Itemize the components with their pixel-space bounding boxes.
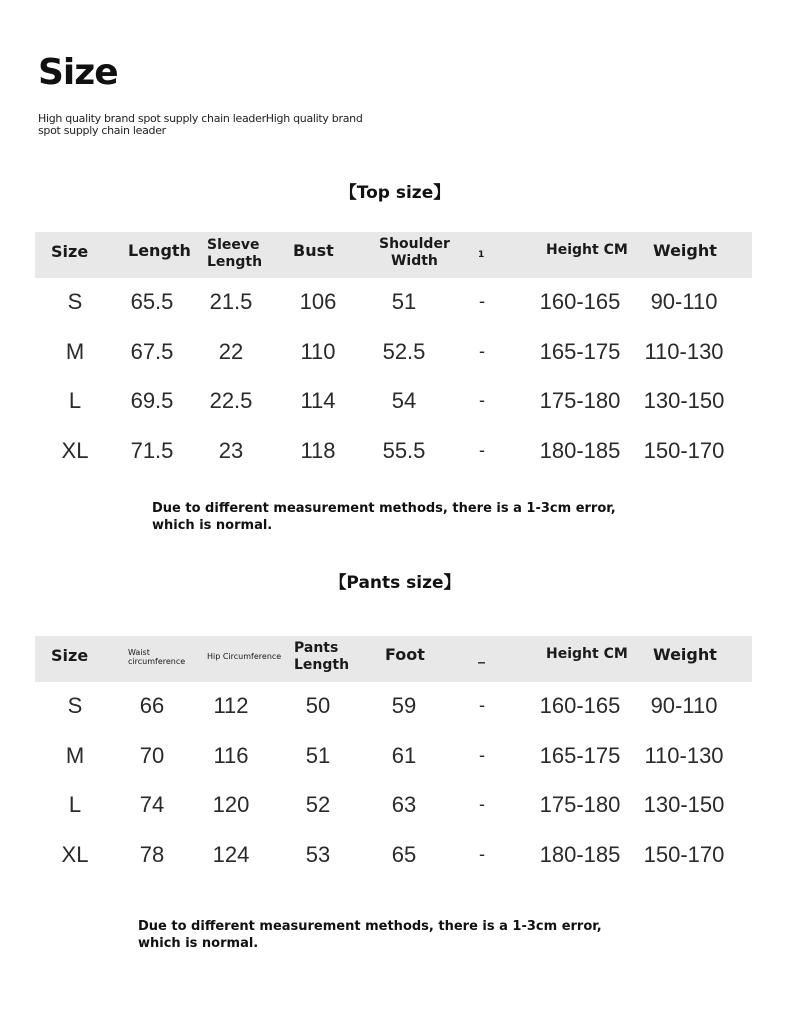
cell-weight: 110-130	[644, 338, 724, 364]
cell-c1: 78	[139, 841, 165, 867]
cell-height: 175-180	[539, 388, 621, 413]
header-shoulder-line2: Width	[390, 253, 438, 269]
header-sleeve-line1: Sleeve	[207, 237, 260, 253]
header-height: Height CM	[546, 242, 628, 258]
header-sleeve-line2: Length	[207, 254, 263, 270]
cell-weight: 150-170	[643, 437, 725, 463]
cell-c2: 22.5	[209, 388, 253, 413]
top-size-title: 【Top size】	[339, 183, 451, 203]
cell-c4: 61	[391, 742, 417, 768]
cell-dash: -	[479, 794, 485, 814]
header-extra: _	[478, 648, 485, 664]
cell-weight: 90-110	[650, 289, 718, 314]
cell-size: L	[68, 388, 82, 413]
pants-note: Due to different measurement methods, there is a 1-3cm error, which is normal.	[138, 919, 602, 951]
cell-c4: 51	[391, 289, 417, 314]
cell-c1: 74	[139, 792, 165, 817]
cell-height: 160-165	[539, 693, 621, 718]
cell-height: 165-175	[539, 338, 621, 364]
cell-c2: 120	[212, 792, 250, 817]
header-waist-circumference	[128, 648, 185, 666]
cell-c2: 112	[213, 693, 249, 718]
cell-height: 180-185	[539, 841, 621, 867]
header-weight: Weight	[653, 241, 717, 260]
cell-c2: 21.5	[209, 289, 253, 314]
cell-dash: -	[479, 291, 485, 311]
cell-height: 165-175	[539, 742, 621, 768]
header-shoulder-width	[379, 236, 450, 270]
cell-c2: 116	[213, 742, 249, 768]
header-length: Length	[128, 241, 191, 260]
header-height: Height CM	[546, 646, 628, 662]
cell-dash: -	[479, 390, 485, 410]
cell-size: M	[65, 338, 85, 364]
cell-dash: -	[479, 340, 485, 361]
cell-dash: -	[479, 843, 485, 864]
cell-c4: 55.5	[382, 437, 426, 463]
cell-c2: 124	[212, 841, 250, 867]
header-size: Size	[51, 646, 89, 665]
top-table-header	[35, 232, 752, 278]
cell-c1: 65.5	[130, 289, 174, 314]
header-waist-line1: Waist	[128, 648, 150, 657]
page-title: Size	[38, 52, 118, 93]
cell-c3: 52	[305, 792, 331, 817]
header-pants-length	[294, 640, 349, 674]
cell-c3: 106	[299, 289, 337, 314]
header-waist-line2: circumference	[128, 657, 186, 666]
header-weight: Weight	[653, 645, 717, 664]
cell-c2: 22	[218, 338, 244, 364]
cell-dash: -	[479, 439, 485, 460]
cell-c4: 52.5	[382, 338, 426, 364]
cell-c3: 51	[305, 742, 331, 768]
cell-weight: 130-150	[643, 388, 725, 413]
header-sleeve-length	[207, 237, 262, 271]
cell-c1: 67.5	[130, 338, 174, 364]
cell-weight: 130-150	[643, 792, 725, 817]
cell-size: M	[65, 742, 85, 768]
header-shoulder-line1: Shoulder	[379, 236, 450, 252]
cell-height: 180-185	[539, 437, 621, 463]
pants-size-title: 【Pants size】	[329, 573, 461, 593]
cell-size: XL	[61, 437, 89, 463]
cell-height: 160-165	[539, 289, 621, 314]
cell-c3: 50	[305, 693, 331, 718]
pants-table-header	[35, 636, 752, 682]
cell-height: 175-180	[539, 792, 621, 817]
header-pants-line1: Pants	[294, 640, 339, 656]
cell-c1: 70	[139, 742, 165, 768]
cell-c1: 71.5	[130, 437, 174, 463]
cell-weight: 150-170	[643, 841, 725, 867]
page-subtitle: High quality brand spot supply chain leaderHigh quality brand spot supply chain leader	[38, 112, 363, 137]
cell-c4: 59	[391, 693, 417, 718]
cell-c4: 63	[391, 792, 417, 817]
header-size: Size	[51, 242, 89, 261]
cell-c4: 65	[391, 841, 417, 867]
header-hip-circumference: Hip Circumference	[207, 652, 282, 661]
cell-size: L	[68, 792, 82, 817]
cell-size: XL	[61, 841, 89, 867]
cell-size: S	[67, 289, 83, 314]
cell-c3: 53	[305, 841, 331, 867]
header-pants-line2: Length	[294, 657, 350, 673]
top-note: Due to different measurement methods, there is a 1-3cm error, which is normal.	[152, 501, 616, 533]
cell-c3: 114	[300, 388, 336, 413]
cell-c1: 66	[139, 693, 165, 718]
cell-size: S	[67, 693, 83, 718]
cell-c2: 23	[218, 437, 244, 463]
header-foot: Foot	[385, 645, 425, 664]
cell-c3: 110	[300, 338, 336, 364]
cell-dash: -	[479, 695, 485, 715]
cell-dash: -	[479, 744, 485, 765]
cell-c3: 118	[300, 437, 336, 463]
cell-c1: 69.5	[130, 388, 174, 413]
header-extra: 1	[478, 250, 485, 260]
cell-c4: 54	[391, 388, 417, 413]
header-bust: Bust	[293, 241, 334, 260]
cell-weight: 90-110	[650, 693, 718, 718]
cell-weight: 110-130	[644, 742, 724, 768]
